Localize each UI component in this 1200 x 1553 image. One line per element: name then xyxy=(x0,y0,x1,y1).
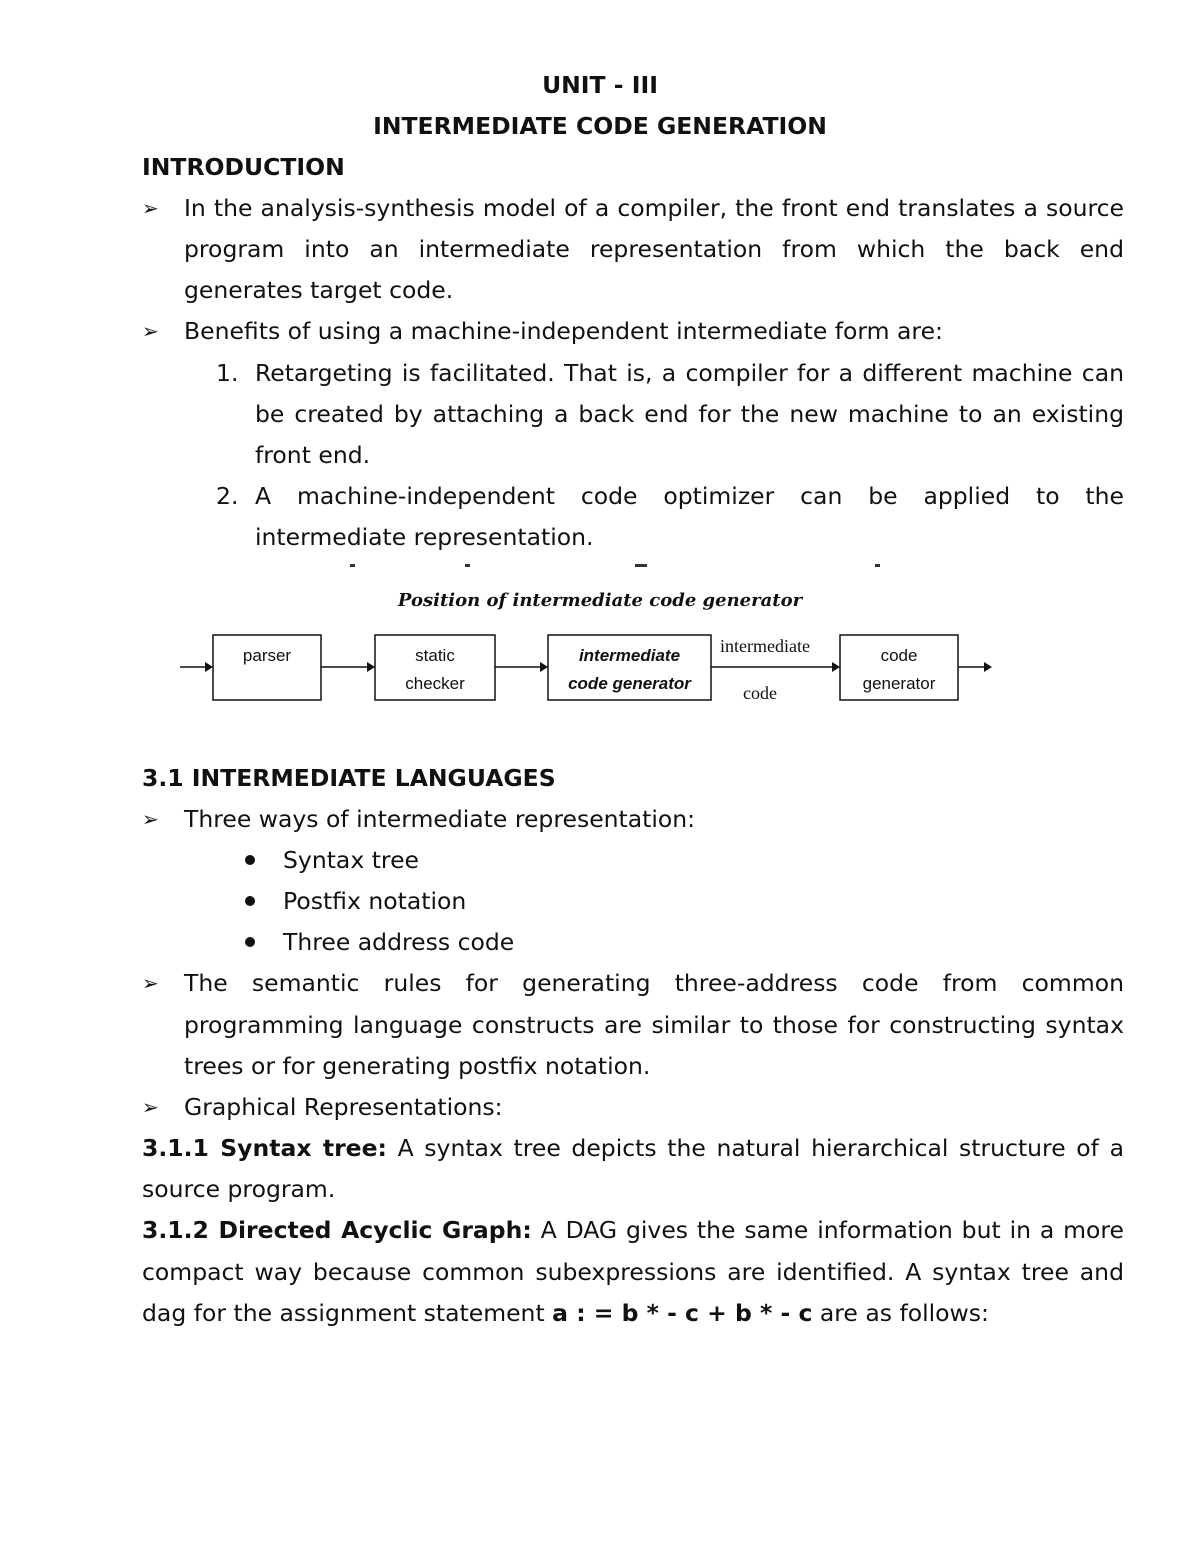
section31-bullet2-line3: trees or for generating postfix notation. xyxy=(184,1052,651,1080)
bullet-dot-icon xyxy=(245,937,255,947)
arrow-bullet-icon: ➢ xyxy=(142,319,159,343)
benefit2-line1: A machine-independent code optimizer can be applied to the xyxy=(255,482,1124,510)
bullet-dot-icon xyxy=(245,855,255,865)
section-3-1-1-line2: source program. xyxy=(142,1175,336,1203)
edge-label-bottom: code xyxy=(743,683,777,703)
bullet-dot-icon xyxy=(245,896,255,906)
section-3-1-heading: 3.1 INTERMEDIATE LANGUAGES xyxy=(142,764,556,792)
cg-label-line1: code xyxy=(880,646,918,665)
unit-title: UNIT - III xyxy=(542,71,658,99)
icg-label-line2: code generator xyxy=(568,674,691,693)
benefit1-line2: be created by attaching a back end for the new machine to an existing xyxy=(255,400,1124,428)
list-number: 1. xyxy=(216,359,239,387)
section-3-1-2-line2: compact way because common subexpressions are identified. A syntax tree and xyxy=(142,1258,1124,1286)
static-label-line1: static xyxy=(415,646,455,665)
edge-label-top: intermediate xyxy=(720,636,810,656)
section-3-1-2-line1: 3.1.2 Directed Acyclic Graph: A DAG gives the same information but in a more xyxy=(142,1216,1125,1244)
intro-bullet1-line3: generates target code. xyxy=(184,276,454,304)
benefit1-line1: Retargeting is facilitated. That is, a compiler for a different machine can xyxy=(255,359,1124,387)
intro-bullet2: Benefits of using a machine-independent intermediate form are: xyxy=(184,317,943,345)
intro-heading: INTRODUCTION xyxy=(142,153,345,181)
arrow-bullet-icon: ➢ xyxy=(142,971,159,995)
intro-bullet1-line1: In the analysis-synthesis model of a compiler, the front end translates a source xyxy=(184,194,1124,222)
way-item: Syntax tree xyxy=(283,846,419,874)
icg-label-line1: intermediate xyxy=(578,646,681,665)
chapter-title: INTERMEDIATE CODE GENERATION xyxy=(373,112,827,140)
figure-title: Position of intermediate code generator xyxy=(397,590,803,611)
benefit1-line3: front end. xyxy=(255,441,371,469)
way-item: Postfix notation xyxy=(283,887,467,915)
section-3-1-1-label: 3.1.1 Syntax tree: xyxy=(142,1134,387,1162)
section-3-1-2-line3: dag for the assignment statement a : = b * - c + b * - c are as follows: xyxy=(142,1299,989,1327)
cg-label-line2: generator xyxy=(862,674,936,693)
clipped-text-marks xyxy=(300,562,900,568)
parser-label: parser xyxy=(242,646,292,665)
intro-bullet1-line2: program into an intermediate representation from which the back end xyxy=(184,235,1124,263)
section31-bullet3: Graphical Representations: xyxy=(184,1093,503,1121)
arrow-bullet-icon: ➢ xyxy=(142,807,159,831)
list-number: 2. xyxy=(216,482,239,510)
arrow-bullet-icon: ➢ xyxy=(142,1095,159,1119)
benefit2-line2: intermediate representation. xyxy=(255,523,594,551)
static-label-line2: checker xyxy=(405,674,465,693)
section31-bullet1: Three ways of intermediate representation: xyxy=(184,805,696,833)
way-item: Three address code xyxy=(283,928,515,956)
section-3-1-1-line1: 3.1.1 Syntax tree: A syntax tree depicts the natural hierarchical structure of a xyxy=(142,1134,1124,1162)
section31-bullet2-line1: The semantic rules for generating three-address code from common xyxy=(184,969,1124,997)
assignment-expression: a : = b * - c + b * - c xyxy=(552,1299,813,1327)
section31-bullet2-line2: programming language constructs are similar to those for constructing syntax xyxy=(184,1011,1124,1039)
section-3-1-2-label: 3.1.2 Directed Acyclic Graph: xyxy=(142,1216,532,1244)
arrow-bullet-icon: ➢ xyxy=(142,196,159,220)
